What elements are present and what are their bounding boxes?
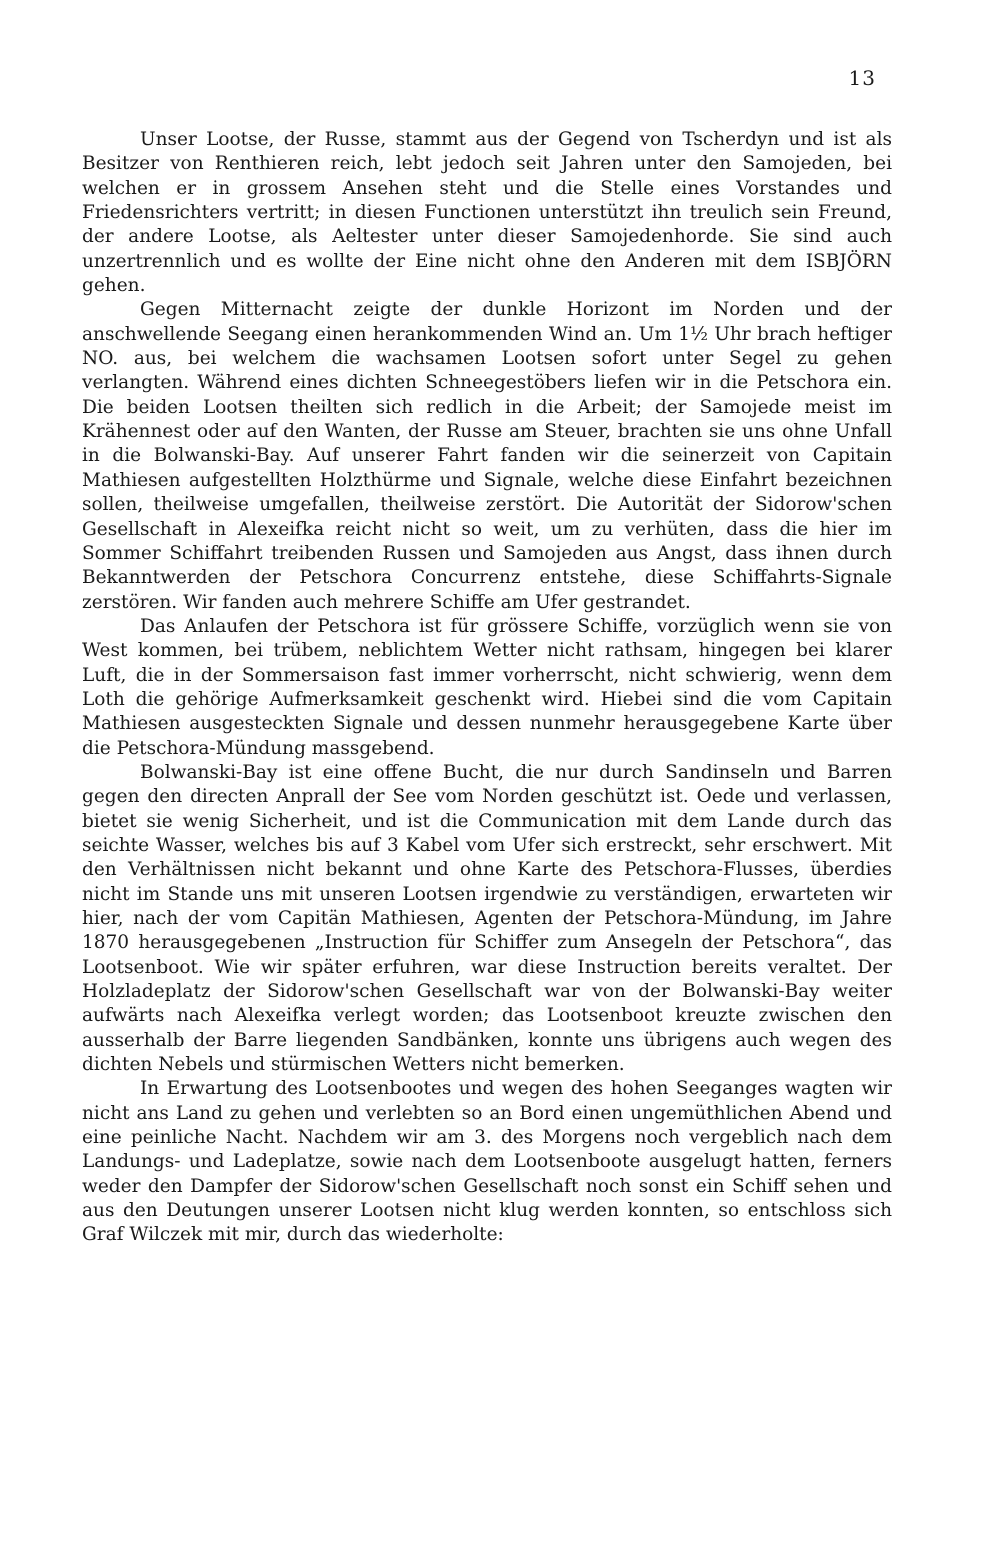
paragraph-5: In Erwartung des Lootsenbootes und wegen des hohen Seeganges wagten wir nicht ans Land zu gehen und verlebten so an Bord einen ungemüthlichen Abend und eine peinliche Nacht. Nachdem wir am 3. des Morgens noch vergeblich nach dem Landungs- und Ladeplatze, sowie nach dem Lootsenboote ausgelugt hatten, ferners weder den Dampfer der Sidorow'schen Gesellschaft noch sonst ein Schiff sehen und aus den Deutungen unserer Lootsen nicht klug werden konnten, so entschloss sich Graf Wilczek mit mir, durch das wiederholte: — [82, 1078, 892, 1246]
paragraph-1: Unser Lootse, der Russe, stammt aus der Gegend von Tscherdyn und ist als Besitzer von Renthieren reich, lebt jedoch seit Jahren unter den Samojeden, bei welchen er in grossem Ansehen steht und die Stelle eines Vorstandes und Friedensrichters vertritt; in diesen Functionen unterstützt ihn treulich sein Freund, der andere Lootse, als Aeltester unter dieser Samojedenhorde. Sie sind auch unzertrennlich und es wollte der Eine nicht ohne den Anderen mit dem ISBJÖRN gehen. — [82, 129, 892, 297]
page-number: 13 — [848, 66, 876, 90]
paragraph-4: Bolwanski-Bay ist eine offene Bucht, die nur durch Sandinseln und Barren gegen den directen Anprall der See vom Norden geschützt ist. Oede und verlassen, bietet sie wenig Sicherheit, und ist die Communication mit dem Lande durch das seichte Wasser, welches bis auf 3 Kabel vom Ufer sich erstreckt, sehr erschwert. Mit den Verhältnissen nicht bekannt und ohne Karte des Petschora-Flusses, überdies nicht im Stande uns mit unseren Lootsen irgendwie zu verständigen, erwarteten wir hier, nach der vom Capitän Mathiesen, Agenten der Petschora-Mündung, im Jahre 1870 herausgegebenen „Instruction für Schiffer zum Ansegeln der Petschora“, das Lootsenboot. Wie wir später erfuhren, war diese Instruction bereits veraltet. Der Holzladeplatz der Sidorow'schen Gesellschaft war von der Bolwanski-Bay weiter aufwärts nach Alexeifka verlegt worden; das Lootsenboot kreuzte zwischen den ausserhalb der Barre liegenden Sandbänken, konnte uns übrigens auch wegen des dichten Nebels und stürmischen Wetters nicht bemerken. — [82, 761, 892, 1076]
paragraph-3: Das Anlaufen der Petschora ist für grössere Schiffe, vorzüglich wenn sie von West kommen, bei trübem, neblichtem Wetter nicht rathsam, hingegen bei klarer Luft, die in der Sommersaison fast immer vorherrscht, nicht schwierig, wenn dem Loth die gehörige Aufmerksamkeit geschenkt wird. Hiebei sind die vom Capitain Mathiesen ausgesteckten Signale und dessen nunmehr herausgegebene Karte über die Petschora-Mündung massgebend. — [82, 615, 892, 759]
text-body — [82, 128, 892, 1248]
paragraph-2: Gegen Mitternacht zeigte der dunkle Horizont im Norden und der anschwellende Seegang einen herankommenden Wind an. Um 1½ Uhr brach heftiger NO. aus, bei welchem die wachsamen Lootsen sofort unter Segel zu gehen verlangten. Während eines dichten Schneegestöbers liefen wir in die Petschora ein. Die beiden Lootsen theilten sich redlich in die Arbeit; der Samojede meist im Krähennest oder auf den Wanten, der Russe am Steuer, brachten sie uns ohne Unfall in die Bolwanski-Bay. Auf unserer Fahrt fanden wir die seinerzeit von Capitain Mathiesen aufgestellten Holzthürme und Signale, welche diese Einfahrt bezeichnen sollen, theilweise umgefallen, theilweise zerstört. Die Autorität der Sidorow'schen Gesellschaft in Alexeifka reicht nicht so weit, um zu verhüten, dass die hier im Sommer Schiffahrt treibenden Russen und Samojeden aus Angst, dass ihnen durch Bekanntwerden der Petschora Concurrenz entstehe, diese Schiffahrts-Signale zerstören. Wir fanden auch mehrere Schiffe am Ufer gestrandet. — [82, 299, 892, 613]
